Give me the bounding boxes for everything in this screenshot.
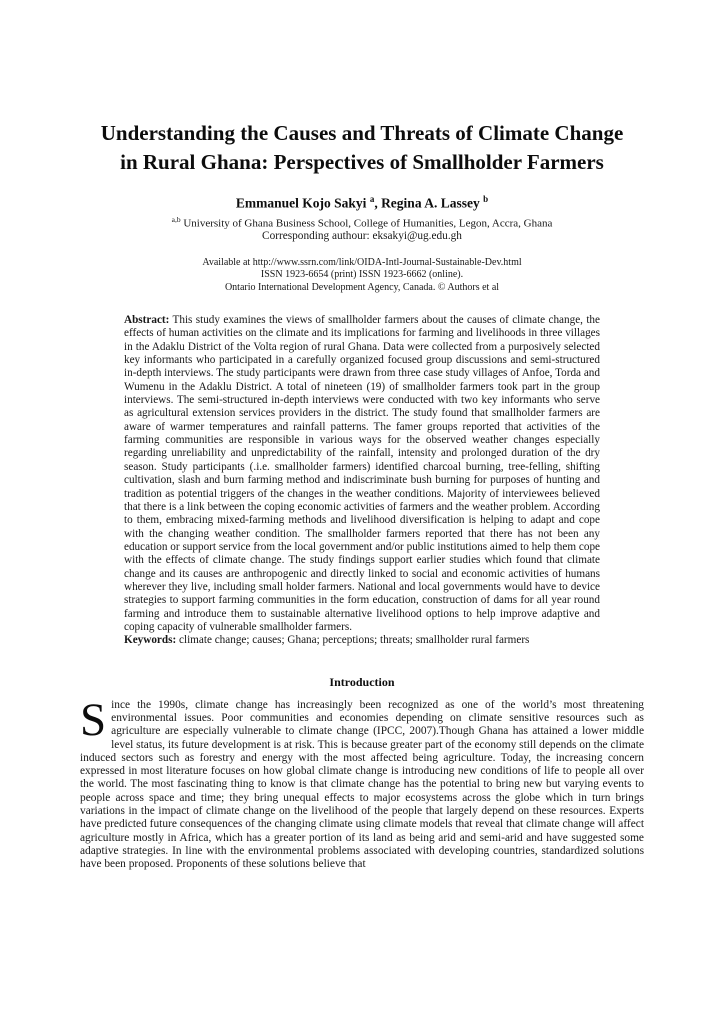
introduction-paragraph (80, 693, 644, 872)
author-1-affiliation-mark: a (369, 194, 375, 204)
paper-title-line2: in Rural Ghana: Perspectives of Smallholder Farmers (120, 150, 604, 174)
abstract-label: Abstract: (124, 314, 170, 327)
abstract-paragraph (124, 314, 600, 634)
introduction-heading: Introduction (329, 674, 395, 689)
publication-info-block (0, 257, 724, 294)
agency-copyright-line: Ontario International Development Agency, Canada. © Authors et al (224, 281, 500, 293)
author-2-affiliation-mark: b (483, 194, 489, 204)
author-2: Regina A. Lassey (381, 195, 484, 211)
issn-line: ISSN 1923-6654 (print) ISSN 1923-6662 (online). (260, 269, 464, 281)
keywords-text: climate change; causes; Ghana; perceptions; threats; smallholder rural farmers (179, 634, 530, 647)
author-1: Emmanuel Kojo Sakyi (235, 195, 370, 211)
affiliation-text: University of Ghana Business School, College of Humanities, Legon, Accra, Ghana (180, 217, 553, 230)
paper-title-line1: Understanding the Causes and Threats of Climate Change (100, 121, 624, 145)
authors-line (0, 194, 724, 212)
paper-title (72, 0, 652, 177)
abstract-text: This study examines the views of smallholder farmers about the causes of climate change, the effects of human activities on the climate and its implications for farming and livelihoods in three villages in the Adaklu District of the Volta region of rural Ghana. Data were collected from a purposively selected key informants who participated in a carefully organized focused group discussions and semi-structured in-depth interviews. The study participants were drawn from three case study villages of Anfoe, Torda and Wumenu in the Adaklu District. A total of nineteen (19) of smallholder farmers took part in the group interviews. The semi-structured in-depth interviews were conducted with two key informants who serve as agricultural extension services providers in the district. The study found that smallholder farmers are aware of warmer temperatures and rainfall patterns. The famer groups reported that activities of the farming communities are responsible in various ways for the observed weather changes especially regarding unreliability and unpredictability of the rainfall, intensity and prolonged duration of the dry season. Study participants (.i.e. smallholder farmers) identified charcoal burning, tree-felling, shifting cultivation, slash and burn farming method and indiscriminate bush burning for purposes of hunting and tradition as potential triggers of the changes in the weather conditions. Majority of interviewees believed that there is a link between the coping economic activities of farmers and the weather problem. According to them, embracing mixed-farming methods and livelihood diversification is helping to adapt and cope with the changing weather condition. The smallholder farmers reported that there has not been any education or support service from the local government and/or public institutions aimed to help them cope with the effects of climate change. The study findings support earlier studies which found that climate change and its causes are anthropogenic and directly linked to social and economic activities of humans wherever they live, including small holder farmers. National and local governments would have to device strategies to support farming communities in the form education, construction of dams for all year round farming and introduce them to sustainable alternative livelihood options to help improve adaptive and coping capacity of vulnerable smallholder farmers. (124, 314, 600, 633)
corresponding-author-line: Corresponding authour: eksakyi@ug.edu.gh (262, 230, 462, 243)
availability-line: Available at http://www.ssrn.com/link/OIDA-Intl-Journal-Sustainable-Dev.html (202, 257, 522, 269)
drop-cap: S (80, 693, 107, 746)
affiliation-line (0, 215, 724, 230)
abstract-section (124, 314, 600, 648)
introduction-text: ince the 1990s, climate change has increasingly been recognized as one of the world’s most threatening environmental issues. Poor communities and economies depending on climate sensitive resources such as agriculture are especially vulnerable to climate change (IPCC, 2007).Though Ghana has attained a lower middle level status, its future development is at risk. This is because greater part of the economy still depends on the climate induced sectors such as forestry and energy with the most affected being agriculture. Today, the increasing concern expressed in most literature focuses on how global climate change is introducing new conditions of life to people all over the world. The most fascinating thing to know is that climate change has the potential to bring new but varying events to people across space and time; they bring unequal effects to major ecosystems across the globe which in turn brings variations in the impact of climate change on the livelihood of the people that largely depend on these resources. Experts have predicted future consequences of the changing climate using climate models that reveal that climate change will affect agriculture mostly in Africa, which has a greater portion of its land as being arid and semi-arid and have suggested some adaptive strategies. In line with the environmental problems associated with developing countries, standardized solutions have been proposed. Proponents of these solutions believe that (80, 698, 644, 871)
author-separator: , (374, 195, 382, 211)
keywords-label: Keywords: (124, 634, 177, 647)
keywords-line (124, 634, 600, 647)
affiliation-marks: a,b (171, 214, 181, 224)
